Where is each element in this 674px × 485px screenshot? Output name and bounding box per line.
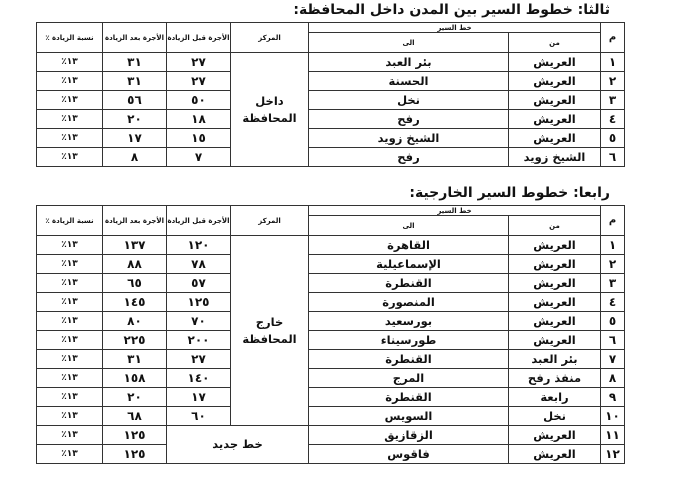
increase-pct: ١٣٪ (37, 331, 103, 350)
row-index: ٨ (601, 369, 625, 388)
center-label-line2: المحافظة (242, 110, 297, 125)
new-line-label: خط جديد (167, 426, 309, 464)
from-header: من (509, 33, 601, 53)
fare-after: ٣١ (103, 53, 167, 72)
fare-before: ٧ (167, 148, 231, 167)
row-index: ٥ (601, 129, 625, 148)
index-header: م (601, 23, 625, 53)
route-from: منفذ رفح (509, 369, 601, 388)
table-row (37, 350, 625, 369)
fare-after: ٣١ (103, 350, 167, 369)
table-row (37, 53, 625, 72)
row-index: ٢ (601, 255, 625, 274)
fare-after: ١٧ (103, 129, 167, 148)
fare-before: ٢٧ (167, 350, 231, 369)
fare-after: ٢٠ (103, 110, 167, 129)
table-row (37, 91, 625, 110)
fare-before: ١٥ (167, 129, 231, 148)
center-cell (231, 53, 309, 167)
row-index: ٣ (601, 91, 625, 110)
route-to: المنصورة (309, 293, 509, 312)
route-from: العريش (509, 426, 601, 445)
route-from: نخل (509, 407, 601, 426)
fare-after: ٨٨ (103, 255, 167, 274)
row-index: ٤ (601, 110, 625, 129)
fare-before: ٧٠ (167, 312, 231, 331)
fare-after: ١٤٥ (103, 293, 167, 312)
table-row (37, 129, 625, 148)
center-header: المركز (231, 23, 309, 53)
increase-pct: ١٣٪ (37, 388, 103, 407)
to-header: الى (309, 216, 509, 236)
row-index: ١١ (601, 426, 625, 445)
external-routes-table (36, 205, 625, 464)
route-to: المرج (309, 369, 509, 388)
table-row (37, 148, 625, 167)
table-row (37, 274, 625, 293)
fare-before: ١٨ (167, 110, 231, 129)
fare-before: ٢٠٠ (167, 331, 231, 350)
increase-pct-header: نسبة الزيادة ٪ (37, 206, 103, 236)
fare-after-header: الأجرة بعد الزيادة (103, 206, 167, 236)
increase-pct: ١٣٪ (37, 255, 103, 274)
route-from: العريش (509, 91, 601, 110)
route-to: بورسعيد (309, 312, 509, 331)
fare-before: ٢٧ (167, 72, 231, 91)
row-index: ٣ (601, 274, 625, 293)
row-index: ٦ (601, 331, 625, 350)
table-row (37, 426, 625, 445)
increase-pct: ١٣٪ (37, 110, 103, 129)
route-from: العريش (509, 445, 601, 464)
route-to: فاقوس (309, 445, 509, 464)
fare-after: ٨ (103, 148, 167, 167)
table-row (37, 407, 625, 426)
fare-after: ٢٠ (103, 388, 167, 407)
route-to: القنطرة (309, 388, 509, 407)
center-label-line1: داخل (255, 93, 284, 108)
route-from: العريش (509, 255, 601, 274)
center-cell (231, 236, 309, 426)
route-to: بئر العبد (309, 53, 509, 72)
increase-pct: ١٣٪ (37, 312, 103, 331)
route-header: خط السير (309, 23, 601, 33)
row-index: ٤ (601, 293, 625, 312)
increase-pct: ١٣٪ (37, 293, 103, 312)
fare-after: ١٢٥ (103, 445, 167, 464)
fare-before: ٥٧ (167, 274, 231, 293)
fare-after: ٥٦ (103, 91, 167, 110)
fare-after: ٨٠ (103, 312, 167, 331)
section4-title: رابعا: خطوط السير الخارجية: (409, 185, 610, 201)
row-index: ١٠ (601, 407, 625, 426)
route-to: القاهرة (309, 236, 509, 255)
fare-after: ١٣٧ (103, 236, 167, 255)
index-header: م (601, 206, 625, 236)
table-row (37, 72, 625, 91)
fare-before: ٥٠ (167, 91, 231, 110)
increase-pct: ١٣٪ (37, 236, 103, 255)
table-row (37, 445, 625, 464)
route-from: العريش (509, 312, 601, 331)
center-header: المركز (231, 206, 309, 236)
table-row (37, 255, 625, 274)
increase-pct: ١٣٪ (37, 369, 103, 388)
table-row (37, 388, 625, 407)
route-to: الزقازيق (309, 426, 509, 445)
table-row (37, 369, 625, 388)
route-from: العريش (509, 274, 601, 293)
route-to: القنطرة (309, 274, 509, 293)
fare-after: ٢٢٥ (103, 331, 167, 350)
table-row (37, 293, 625, 312)
fare-before-header: الأجرة قبل الزيادة (167, 206, 231, 236)
table-row (37, 312, 625, 331)
table-row (37, 331, 625, 350)
center-label-line2: المحافظة (242, 331, 297, 346)
fare-after: ١٥٨ (103, 369, 167, 388)
route-from: الشيخ زويد (509, 148, 601, 167)
fare-after-header: الأجرة بعد الزيادة (103, 23, 167, 53)
route-to: القنطرة (309, 350, 509, 369)
route-to: طورسيناء (309, 331, 509, 350)
fare-before: ٧٨ (167, 255, 231, 274)
row-index: ٧ (601, 350, 625, 369)
route-to: رفح (309, 148, 509, 167)
route-to: الإسماعيلية (309, 255, 509, 274)
route-from: العريش (509, 293, 601, 312)
increase-pct: ١٣٪ (37, 407, 103, 426)
route-to: السويس (309, 407, 509, 426)
increase-pct: ١٣٪ (37, 72, 103, 91)
internal-routes-table (36, 22, 625, 167)
route-from: بئر العبد (509, 350, 601, 369)
route-from: العريش (509, 53, 601, 72)
center-label-line1: خارج (255, 314, 284, 329)
row-index: ٥ (601, 312, 625, 331)
route-to: رفح (309, 110, 509, 129)
route-to: نخل (309, 91, 509, 110)
row-index: ١٢ (601, 445, 625, 464)
row-index: ١ (601, 53, 625, 72)
increase-pct: ١٣٪ (37, 274, 103, 293)
increase-pct: ١٣٪ (37, 129, 103, 148)
fare-before: ٢٧ (167, 53, 231, 72)
increase-pct: ١٣٪ (37, 148, 103, 167)
route-to: الحسنة (309, 72, 509, 91)
route-from: العريش (509, 72, 601, 91)
table-row (37, 236, 625, 255)
route-from: العريش (509, 331, 601, 350)
increase-pct: ١٣٪ (37, 445, 103, 464)
fare-before: ١٤٠ (167, 369, 231, 388)
fare-after: ١٢٥ (103, 426, 167, 445)
route-from: العريش (509, 236, 601, 255)
to-header: الى (309, 33, 509, 53)
increase-pct: ١٣٪ (37, 350, 103, 369)
fare-before: ٦٠ (167, 407, 231, 426)
fare-after: ٦٨ (103, 407, 167, 426)
fare-after: ٦٥ (103, 274, 167, 293)
fare-before: ١٢٠ (167, 236, 231, 255)
route-from: رابعة (509, 388, 601, 407)
increase-pct: ١٣٪ (37, 91, 103, 110)
route-to: الشيخ زويد (309, 129, 509, 148)
route-from: العريش (509, 129, 601, 148)
route-header: خط السير (309, 206, 601, 216)
from-header: من (509, 216, 601, 236)
fare-before: ١٧ (167, 388, 231, 407)
route-from: العريش (509, 110, 601, 129)
fare-before: ١٢٥ (167, 293, 231, 312)
increase-pct-header: نسبة الزيادة ٪ (37, 23, 103, 53)
row-index: ١ (601, 236, 625, 255)
row-index: ٦ (601, 148, 625, 167)
fare-after: ٣١ (103, 72, 167, 91)
increase-pct: ١٣٪ (37, 53, 103, 72)
section3-title: ثالثا: خطوط السير بين المدن داخل المحافظة: (293, 2, 610, 18)
increase-pct: ١٣٪ (37, 426, 103, 445)
table-row (37, 110, 625, 129)
row-index: ٢ (601, 72, 625, 91)
row-index: ٩ (601, 388, 625, 407)
fare-before-header: الأجرة قبل الزيادة (167, 23, 231, 53)
